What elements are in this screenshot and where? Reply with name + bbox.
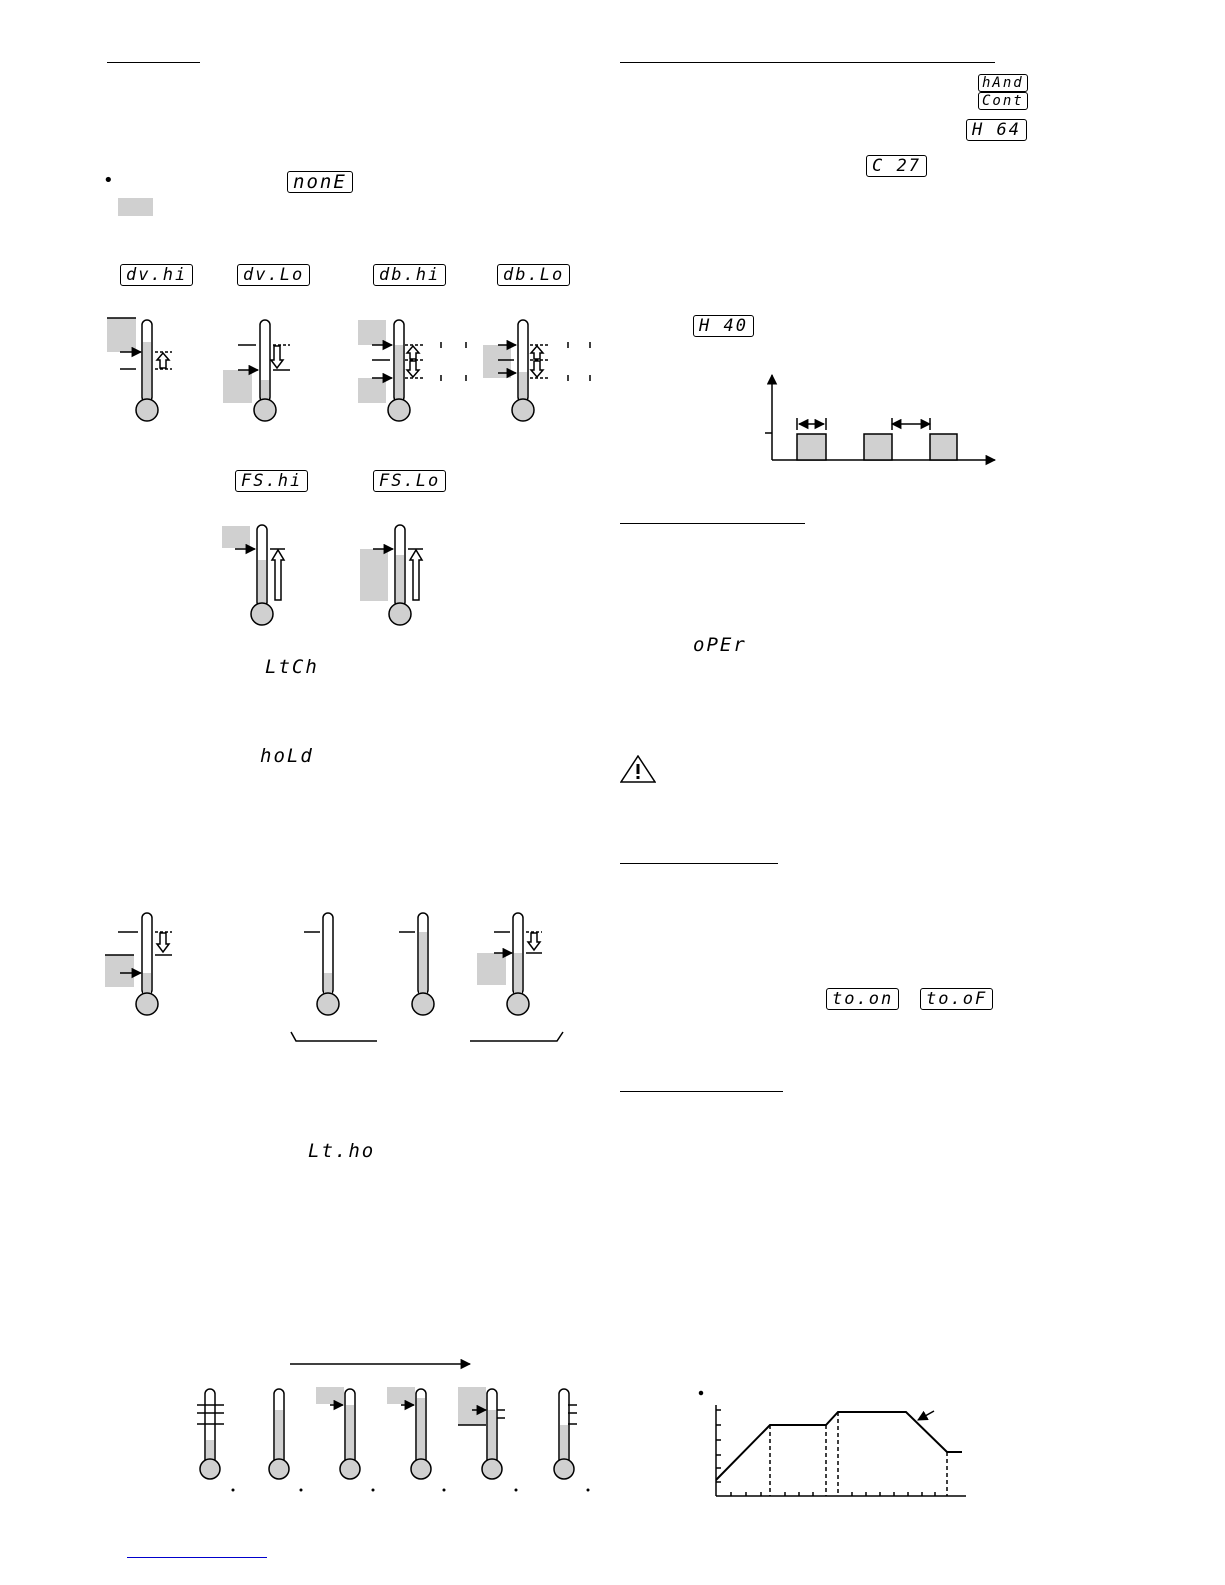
- display-code-dv-hi: dv.hi: [120, 264, 193, 286]
- thermometer-seq-5: [458, 1387, 505, 1479]
- display-code-db-hi: db.hi: [373, 264, 446, 286]
- display-code-h40: H 40: [693, 315, 754, 337]
- thermometer-seq-2: [269, 1389, 289, 1479]
- thermometer-seq-1: [197, 1389, 224, 1479]
- bracket-hold: [291, 1032, 563, 1041]
- pulse-diagram: [765, 375, 995, 460]
- display-code-latch: LtCh: [265, 656, 319, 678]
- display-code-none: nonE: [287, 171, 353, 193]
- display-code-latch-hold: Lt.ho: [308, 1140, 376, 1162]
- thermometer-hold-4: [477, 913, 542, 1015]
- display-code-hand: hAnd: [978, 74, 1028, 92]
- display-code-cont: Cont: [978, 92, 1028, 110]
- ramp-soak-profile: [700, 1392, 967, 1497]
- display-code-timer-off: to.oF: [920, 988, 993, 1010]
- display-code-db-lo: db.Lo: [497, 264, 570, 286]
- display-code-hold: hoLd: [260, 745, 314, 767]
- display-code-oper: oPEr: [693, 634, 747, 656]
- display-code-dv-lo: dv.Lo: [237, 264, 310, 286]
- thermometer-fs-hi: [222, 525, 285, 625]
- thermometer-fs-lo: [360, 525, 423, 625]
- thermometer-seq-4: [387, 1387, 431, 1479]
- display-code-fs-lo: FS.Lo: [373, 470, 446, 492]
- thermometer-hold-1: [105, 913, 172, 1015]
- display-code-h64: H 64: [966, 119, 1027, 141]
- thermometer-dv-lo: [223, 320, 290, 421]
- display-code-fs-hi: FS.hi: [235, 470, 308, 492]
- bullet-marker: •: [103, 170, 114, 191]
- thermometer-seq-6: [554, 1389, 577, 1479]
- thermometer-db-lo: [483, 320, 590, 421]
- thermometer-seq-3: [316, 1387, 360, 1479]
- thermometer-dv-hi: [107, 318, 172, 421]
- display-code-timer-on: to.on: [826, 988, 899, 1010]
- thermometer-hold-3: [399, 913, 434, 1015]
- thermometer-db-hi: [358, 320, 466, 421]
- display-code-c27: C 27: [866, 155, 927, 177]
- sequence-dots: [232, 1489, 590, 1492]
- thermometer-hold-2: [304, 913, 339, 1015]
